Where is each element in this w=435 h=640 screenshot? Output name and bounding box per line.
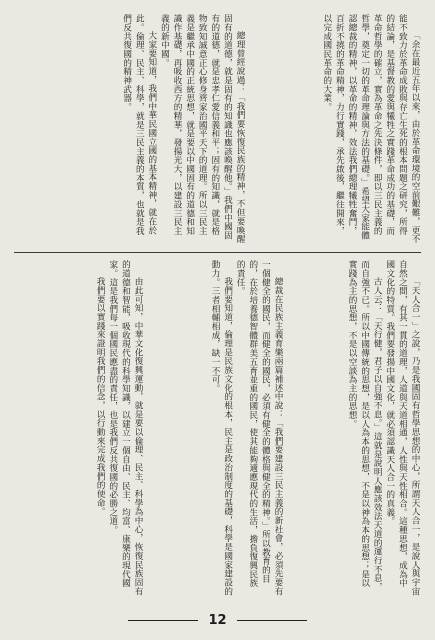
paragraph: 我們要知道，倫理是民族文化的根本，民主是政治制度的基礎，科學是國家建設的動力。三者相輔相成，缺一不可。 bbox=[210, 260, 233, 596]
bottom-right-text-column bbox=[287, 260, 421, 596]
paragraph: 由此可知，中華文化復興運動，就是要以倫理、民主、科學為中心，恢復民族固有的道德和智能，吸收現代的科學知識，以建立一個自由、民主、均富、康樂的現代國家。這是我們每一個國民應盡的責任，也是我們反共復國的必勝之道。 bbox=[107, 260, 143, 596]
footer-rule-right bbox=[237, 620, 307, 621]
section-divider bbox=[14, 252, 421, 253]
paragraph: 我們要以實踐來證明我們的信念，以行動來完成我們的使命。 bbox=[95, 277, 106, 517]
footer-rule-left bbox=[128, 620, 198, 621]
paragraph: 總裁在民族主義育樂兩篇補述中說：「我們要建設三民主義的新社會，必須先要有一個健全的國民，而健全的國民，必須有健全的體格與健全的精神。」所以教育的目的，在於培養德智體群美五育並重的國民，使其能夠適應現代的生活，擔負復興民族的責任。 bbox=[235, 260, 283, 596]
bottom-middle-text-column bbox=[150, 260, 284, 596]
bottom-left-text-column bbox=[14, 260, 144, 596]
paragraph: 古人云：「天行健，君子以自強不息。」這就是說明人應該效法天道的運行不息，而自強不已。所以中國傳統的思想，是以人為本的思想，不是以神為本的思想；是以實踐為主的思想，不是以空談為主的思想。 bbox=[347, 260, 383, 592]
page-number: 12 bbox=[208, 613, 227, 628]
top-right-text-column bbox=[253, 14, 421, 244]
paragraph: 大家要知道，我們中華民國立國的基本精神，就在於此。倫理、民主、科學，就是三民主義的本質，也就是我們反共復國的精神武器。 bbox=[121, 14, 157, 236]
top-left-text-column bbox=[14, 14, 246, 244]
paragraph: 總理曾經說過：「我們要恢復民族的精神，不但要喚醒固有的道德，就是固有的知識也應該喚醒他。」我們中國固有的道德，就是忠孝仁愛信義和平；固有的知識，就是格物致知誠意正心修身齊家治國平天下的道理。所以三民主義是繼承中國的正統思想，就是要以中國固有的道德和知識作基礎，再吸收西方的精華，發揚光大，以建設三民主義的新中國。 bbox=[159, 14, 245, 244]
page-number-footer bbox=[0, 613, 435, 628]
paragraph: 「余在最近五年以來，由於革命環境的空前艱難，更不能不致力於革命成敗與存亡生死的根本問題之研究，所得的結論，是基督教的愛與犧牲之實踐革命成功的基礎，而革命哲學的確立，實為革命之先決條件，即以三民主義的哲學，奠定一切的革命理論與方法的基礎。」希望大家能體認總裁的精神，以革命的精神，效法我們總理犧牲奮鬥，百折不撓的革命精神，力行實踐，承先啟後，繼往開來，以完成國民革命的大業。 bbox=[321, 14, 420, 244]
paragraph: 「天人合一」之說，乃是我國固有哲學思想的中心，所謂天人合一，是說人與宇宙自然之間，有其一貫的道理，人道與天道相通，人性與天性相合。這種思想，成為中國文化的特質。我們要發揚中國文化，就必須認識天人合一的真義。 bbox=[384, 260, 420, 596]
